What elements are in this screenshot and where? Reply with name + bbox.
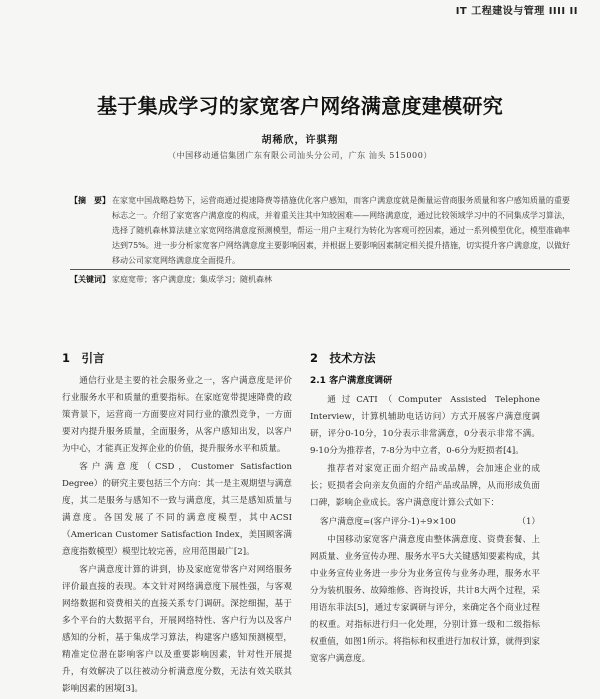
section-heading-introduction: 1 引言 — [62, 351, 105, 365]
methods-paragraph: 通过CATI（Computer Assisted Telephone Interview，计算机辅助电话访问）方式开展客户满意度调研，评分0-10分，10分表示非常满意，0分表示非常不满。9-10分为推荐者，7-8分为中立者，0-6分为贬损者[4]。 — [310, 395, 540, 456]
intro-paragraph: 通信行业是主要的社会服务业之一，客户满意度是评价行业服务水平和质量的重要指标。在家庭宽带提速降费的政策背景下，运营商一方面要应对同行业的激烈竞争，一方面要对内提升服务质量，全面服务，从客户感知出发，以客户为中心，才能真正发挥企业的价值，提升服务水平和质量。 — [62, 376, 292, 454]
running-head: IT 工程建设与管理 IIII II — [455, 6, 578, 17]
abstract-label: 【摘 要】 — [70, 195, 110, 205]
right-column — [310, 350, 540, 669]
keywords-text: 家庭宽带；客户满意度；集成学习；随机森林 — [112, 275, 272, 284]
paper-affiliation: （中国移动通信集团广东有限公司汕头分公司，广东 汕头 515000） — [167, 151, 433, 160]
abstract-divider — [70, 269, 570, 270]
intro-paragraph: 客户满意度计算的讲到，协及家庭宽带客户对网络服务评价最直接的表现。本文针对网络满意度下展性强，与客观网络数据和资费相关的直接关系专门调研。深挖细掘，基于多个平台的大数据平台，开展网络特性、客户行为以及客户感知的分析，基于集成学习算法，构建客户感知预测模型，精准定位潜在影响客户以及重要影响因素，针对性开展提升，有效解决了以往被动分析满意度分数，无法有效关联其影响因素的困境[3]。 — [62, 565, 292, 694]
abstract-block — [70, 193, 570, 287]
abstract-row — [70, 193, 570, 268]
left-column — [62, 350, 292, 699]
satisfaction-formula — [310, 514, 540, 531]
subsection-heading-survey: 2.1 客户满意度调研 — [310, 376, 393, 386]
abstract-text: 在家宽中国战略趋势下，运营商通过提速降费等措施优化客户感知，而客户满意度就是衡量运营商服务质量和客户感知质量的重要标志之一。介绍了家宽客户满意度的构成，并着重关注其中知较困难——网络满意度，通过比较领域学习中的不同集成学习算法，选择了随机森林算法建立家宽网络满意度预测模型，帮运一用户主观行为转化为客观可控因素，通过一系列模型优化，模型准确率达到75%。进一步分析家宽客户网络满意度主要影响因素，并根据上要影响因素制定相关提升措施，切实提升客户满意度，以做好移动公司家宽网络满意度全面提升。 — [112, 196, 570, 265]
formula-number: （1） — [517, 517, 540, 527]
paper-authors: 胡稀欣，许骐翔 — [261, 135, 339, 146]
intro-paragraph: 客户满意度（CSD，Customer Satisfaction Degree）的研究主要包括三个方向：其一是主观期望与满意度，其二是服务与感知不一致与满意度，其三是感知质量与满意度。各国发展了不同的满意度模型，其中ACSI（American Customer Satisfaction Index，美国顾客满意度指数模型）模型比较完善，应用范围最广[2]。 — [62, 462, 292, 557]
section-heading-methods: 2 技术方法 — [310, 351, 376, 365]
methods-paragraph: 推荐者对家宽正面介绍产品或品牌，会加速企业的成长；贬损者会向亲友负面的介绍产品或品牌，从而形成负面口碑，影响企业成长。客户满意度计算公式如下： — [310, 464, 540, 508]
paper-title: 基于集成学习的家宽客户网络满意度建模研究 — [97, 94, 503, 118]
formula-expression: 客户满意度=(客户评分-1)÷9×100 — [320, 517, 456, 527]
keywords-row — [70, 272, 570, 287]
methods-paragraph: 中国移动家宽客户满意度由整体满意度、资费套餐、上网质量、业务宣传办理、服务水平5大关键感知要素构成，其中业务宣传业务进一步分为业务宣传与业务办理，服务水平分为装机服务、故障维修、咨询投诉，共计8大两个过程，采用语东菲法[5]，通过专家调研与评分，来确定各个商业过程的权重。对指标进行归一化处理，分别计算一级和二级指标权重值，如图1所示。将指标和权重进行加权计算，就得到家宽客户满意度。 — [310, 535, 540, 664]
keywords-label: 【关键词】 — [70, 274, 110, 284]
